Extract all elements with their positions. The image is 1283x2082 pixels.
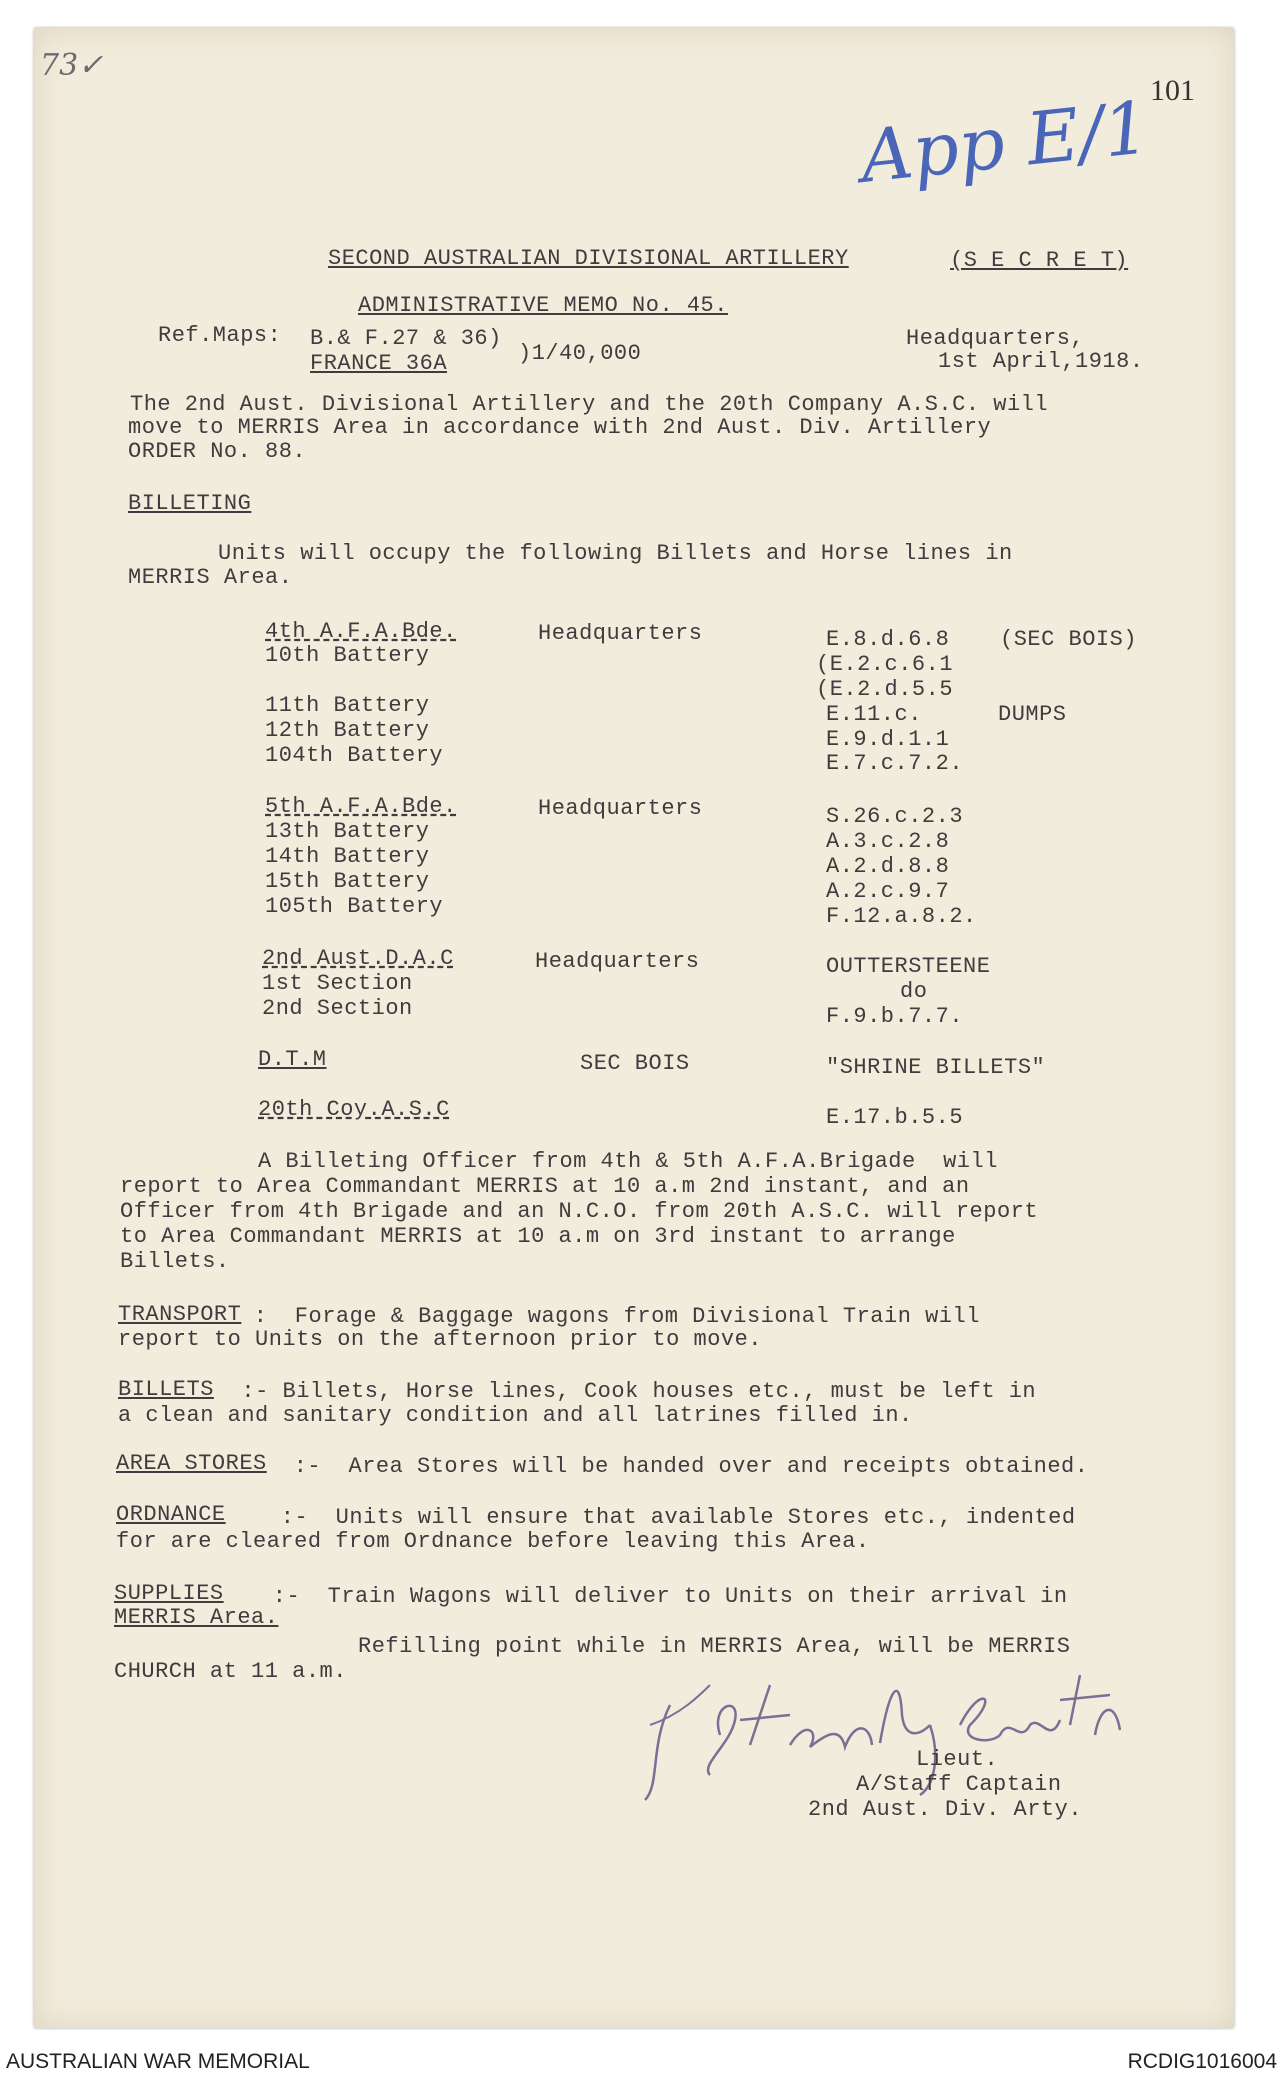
headquarters-label: Headquarters, — [906, 326, 1085, 351]
billeting-intro: MERRIS Area. — [128, 565, 293, 590]
signatory-title: A/Staff Captain — [856, 1772, 1062, 1797]
intro-line: The 2nd Aust. Divisional Artillery and the 20th Company A.S.C. will — [130, 392, 1049, 417]
section-name: 2nd Section — [262, 996, 413, 1021]
footer-source: AUSTRALIAN WAR MEMORIAL — [6, 2050, 310, 2073]
map-reference: F.9.b.7.7. — [826, 1004, 964, 1029]
billeting-intro: Units will occupy the following Billets and Horse lines in — [218, 541, 1013, 566]
asc-name: 20th Coy.A.S.C — [258, 1097, 450, 1122]
area-stores-text: :- Area Stores will be handed over and receipts obtained. — [280, 1454, 1089, 1479]
asc-reference: E.17.b.5.5 — [826, 1105, 964, 1130]
ref-maps-label: Ref.Maps: — [158, 323, 282, 348]
billeting-heading: BILLETING — [128, 491, 252, 516]
intro-line: move to MERRIS Area in accordance with 2nd Aust. Div. Artillery — [128, 415, 992, 440]
ordnance-text: :- Units will ensure that available Stores etc., indented — [226, 1505, 1076, 1530]
officer-para-line: report to Area Commandant MERRIS at 10 a.m 2nd instant, and an — [120, 1174, 970, 1199]
battery-name: 14th Battery — [265, 844, 430, 869]
group-hq-label: Headquarters — [535, 949, 700, 974]
map-reference: E.11.c. — [826, 702, 922, 727]
ordnance-heading: ORDNANCE — [116, 1502, 226, 1527]
classification: (S E C R E T) — [950, 248, 1129, 273]
location-note: DUMPS — [998, 702, 1067, 727]
document-title: SECOND AUSTRALIAN DIVISIONAL ARTILLERY — [328, 246, 849, 271]
battery-name: 10th Battery — [265, 643, 430, 668]
ref-map-2: FRANCE 36A — [310, 351, 448, 376]
supplies-text: MERRIS Area. — [114, 1605, 279, 1630]
dtm-location: SEC BOIS — [580, 1051, 690, 1076]
transport-text: : Forage & Baggage wagons from Divisional Train will — [240, 1304, 980, 1329]
map-reference: E.8.d.6.8 — [826, 627, 950, 652]
officer-para-line: A Billeting Officer from 4th & 5th A.F.A.Brigade will — [258, 1149, 998, 1174]
battery-name: 104th Battery — [265, 743, 444, 768]
map-reference: OUTTERSTEENE — [826, 954, 991, 979]
handwritten-annotation: App E/1 — [856, 85, 1154, 199]
ref-scale: )1/40,000 — [518, 341, 642, 366]
dtm-name: D.T.M — [258, 1047, 327, 1072]
pencil-mark: 73✓ — [40, 48, 104, 83]
ref-map-1: B.& F.27 & 36) — [310, 326, 502, 351]
map-reference: A.3.c.2.8 — [826, 829, 950, 854]
battery-name: 15th Battery — [265, 869, 430, 894]
document-date: 1st April,1918. — [938, 349, 1144, 374]
battery-name: 105th Battery — [265, 894, 444, 919]
billets-text: :- Billets, Horse lines, Cook houses etc., must be left in — [214, 1379, 1037, 1404]
map-reference: F.12.a.8.2. — [826, 904, 977, 929]
officer-para-line: to Area Commandant MERRIS at 10 a.m on 3rd instant to arrange — [120, 1224, 956, 1249]
refilling-text: Refilling point while in MERRIS Area, will be MERRIS — [358, 1634, 1071, 1659]
officer-para-line: Officer from 4th Brigade and an N.C.O. from 20th A.S.C. will report — [120, 1199, 1039, 1224]
section-name: 1st Section — [262, 971, 413, 996]
supplies-text: :- Train Wagons will deliver to Units on their arrival in — [218, 1584, 1068, 1609]
memo-title: ADMINISTRATIVE MEMO No. 45. — [358, 293, 728, 318]
supplies-heading: SUPPLIES — [114, 1581, 224, 1606]
transport-heading: TRANSPORT — [118, 1302, 242, 1327]
group-name-dac: 2nd Aust.D.A.C — [262, 946, 454, 971]
officer-para-line: Billets. — [120, 1249, 230, 1274]
billets-text: a clean and sanitary condition and all latrines filled in. — [118, 1403, 913, 1428]
dtm-reference: "SHRINE BILLETS" — [826, 1055, 1046, 1080]
ordnance-text: for are cleared from Ordnance before leaving this Area. — [116, 1529, 870, 1554]
battery-name: 12th Battery — [265, 718, 430, 743]
signatory-rank: Lieut. — [916, 1747, 999, 1772]
map-reference: (E.2.d.5.5 — [816, 677, 954, 702]
location-note: (SEC BOIS) — [1000, 627, 1138, 652]
battery-name: 13th Battery — [265, 819, 430, 844]
refilling-text: CHURCH at 11 a.m. — [114, 1659, 347, 1684]
battery-name: 11th Battery — [265, 693, 430, 718]
group-hq-label: Headquarters — [538, 796, 703, 821]
intro-line: ORDER No. 88. — [128, 439, 307, 464]
map-reference: do — [900, 979, 928, 1004]
transport-text: report to Units on the afternoon prior to move. — [118, 1327, 763, 1352]
map-reference: E.7.c.7.2. — [826, 751, 964, 776]
map-reference: A.2.c.9.7 — [826, 879, 950, 904]
billets-heading: BILLETS — [118, 1377, 214, 1402]
map-reference: E.9.d.1.1 — [826, 727, 950, 752]
map-reference: S.26.c.2.3 — [826, 804, 964, 829]
group-name-5th-bde: 5th A.F.A.Bde. — [265, 794, 457, 819]
map-reference: A.2.d.8.8 — [826, 854, 950, 879]
group-hq-label: Headquarters — [538, 621, 703, 646]
group-name-4th-bde: 4th A.F.A.Bde. — [265, 619, 457, 644]
footer-record-id: RCDIG1016004 — [1127, 2050, 1277, 2073]
signatory-unit: 2nd Aust. Div. Arty. — [808, 1797, 1083, 1822]
map-reference: (E.2.c.6.1 — [816, 652, 954, 677]
page-number: 101 — [1150, 74, 1195, 107]
area-stores-heading: AREA STORES — [116, 1451, 267, 1476]
